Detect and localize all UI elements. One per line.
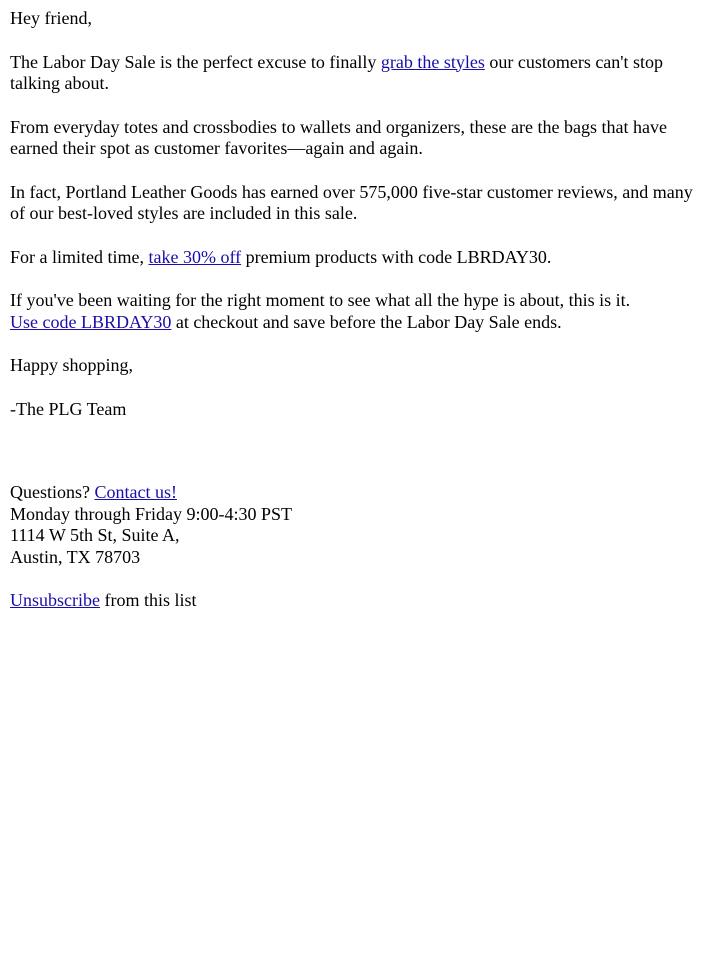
intro-text-after: our customers can't stop talking about. <box>10 51 664 93</box>
cta-text-after: at checkout and save before the Labor Day Sale ends. <box>171 311 562 332</box>
intro-text-before: The Labor Day Sale is the perfect excuse to finally <box>10 51 381 72</box>
footer-unsubscribe <box>10 590 710 612</box>
unsubscribe-text-after: from this list <box>99 590 197 610</box>
closing: Happy shopping, <box>10 355 133 375</box>
offer-text-after: premium products with code LBRDAY30. <box>241 246 552 267</box>
unsubscribe-link[interactable]: Unsubscribe <box>10 590 100 610</box>
paragraph-reviews: In fact, Portland Leather Goods has earned over 575,000 five-star customer reviews, and many of our best-loved styles are included in this sale. <box>10 181 693 223</box>
contact-us-link[interactable]: Contact us! <box>94 482 177 502</box>
grab-the-styles-link[interactable]: grab the styles <box>380 51 485 72</box>
paragraph-offer <box>10 247 710 269</box>
greeting: Hey friend, <box>10 8 92 28</box>
offer-text-before: For a limited time, <box>10 246 149 267</box>
footer-address-line2: Austin, TX 78703 <box>10 546 141 567</box>
use-code-link[interactable]: Use code LBRDAY30 <box>10 311 172 332</box>
paragraph-bags: From everyday totes and crossbodies to wallets and organizers, these are the bags that have earned their spot as customer favorites—again and again. <box>10 116 667 158</box>
cta-text-line: If you've been waiting for the right moment to see what all the hype is about, this is it. <box>10 290 631 310</box>
take-30-off-link[interactable]: take 30% off <box>148 246 242 267</box>
paragraph-intro <box>10 52 710 95</box>
signature: -The PLG Team <box>10 398 127 419</box>
footer-hours: Monday through Friday 9:00-4:30 PST <box>10 503 292 524</box>
questions-label: Questions? <box>10 482 95 502</box>
footer <box>10 482 710 612</box>
footer-address-line1: 1114 W 5th St, Suite A, <box>10 525 180 545</box>
paragraph-cta <box>10 290 710 333</box>
footer-contact <box>10 482 710 568</box>
